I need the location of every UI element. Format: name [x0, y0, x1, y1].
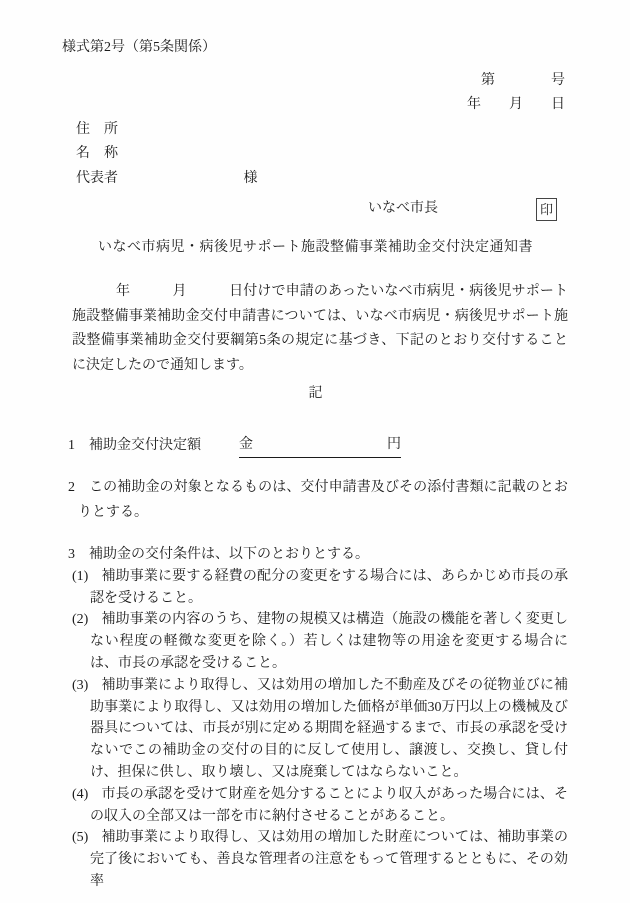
item-text: 補助金の交付条件は、以下のとおりとする。 [89, 547, 369, 562]
amount-prefix: 金 [239, 436, 253, 452]
item-text: この補助金の対象となるものは、交付申請書及びその添付書類に記載のとおりとする。 [78, 480, 568, 520]
sub-item-text: 補助事業の内容のうち、建物の規模又は構造（施設の機能を著しく変更しない程度の軽微な変更を除く。）若しくは建物等の用途を変更する場合には、市長の承認を受けること。 [90, 612, 568, 671]
document-number-line: 第 号 [481, 72, 565, 88]
sub-item-2 [63, 609, 568, 674]
sub-item-text: 補助事業により取得し、又は効用の増加した財産については、補助事業の完了後においても、善良な管理者の注意をもって管理するとともに、その効率 [90, 830, 568, 889]
item-3-block [63, 544, 568, 893]
representative-line [76, 167, 568, 192]
document-title: いなべ市病児・病後児サポート施設整備事業補助金交付決定通知書 [98, 239, 533, 255]
item-number: 2 [68, 480, 75, 495]
address-label: 住 所 [76, 121, 118, 137]
amount-suffix: 円 [387, 436, 401, 452]
sub-item-number: (5) [72, 830, 89, 846]
item-text: 補助金交付決定額 [89, 437, 201, 453]
representative-label: 代表者 [76, 170, 118, 186]
honorific-sama: 様 [243, 170, 258, 186]
amount-blank-line [239, 433, 401, 459]
sub-item-text: 補助事業により取得し、又は効用の増加した不動産及びその従物並びに補助事業により取得し、又は効用の増加した価格が単価30万円以上の機械及び器具については、市長が別に定める期間を経過するまで、市長の承認を受けないでこの補助金の交付の目的に反して使用し、譲渡し、交換し、貸し付け、担保に供し、取り壊し、又は廃棄してはならないこと。 [90, 677, 568, 780]
item-3-grant-conditions [63, 544, 568, 566]
form-number: 様式第2号（第5条関係） [62, 40, 216, 55]
sub-item-text: 市長の承認を受けて財産を処分することにより収入があった場合には、その収入の全部又は一部を市に納付させることがあること。 [90, 786, 568, 824]
item-number: 3 [68, 547, 75, 562]
sub-item-number: (2) [72, 612, 89, 628]
sub-item-5 [63, 827, 568, 892]
sub-item-3 [63, 675, 568, 784]
name-label: 名 称 [76, 146, 118, 161]
sub-item-1 [63, 566, 568, 610]
body-paragraph: 年 月 日付けで申請のあったいなべ市病児・病後児サポート施設整備事業補助金交付申請書については、いなべ市病児・病後児サポート施設整備事業補助金交付要綱第5条の規定に基づき、下記のとおり交付することに決定したので通知します。 [72, 284, 568, 373]
sub-item-number: (4) [72, 786, 89, 802]
item-1-grant-amount [63, 433, 568, 459]
sub-item-4 [63, 784, 568, 828]
date-line: 年 月 日 [467, 97, 565, 112]
item-number: 1 [68, 437, 75, 453]
item-2-subsidy-target [63, 476, 568, 525]
seal-stamp-box: 印 [536, 198, 557, 221]
sub-item-number: (1) [72, 568, 89, 584]
mayor-name: いなべ市長 [368, 201, 438, 216]
sub-item-text: 補助事業に要する経費の配分の変更をする場合には、あらかじめ市長の承認を受けること。 [90, 568, 568, 606]
addressee-block [76, 118, 568, 192]
sub-item-number: (3) [72, 677, 89, 693]
sender-line [368, 197, 568, 222]
ki-heading: 記 [308, 386, 323, 401]
